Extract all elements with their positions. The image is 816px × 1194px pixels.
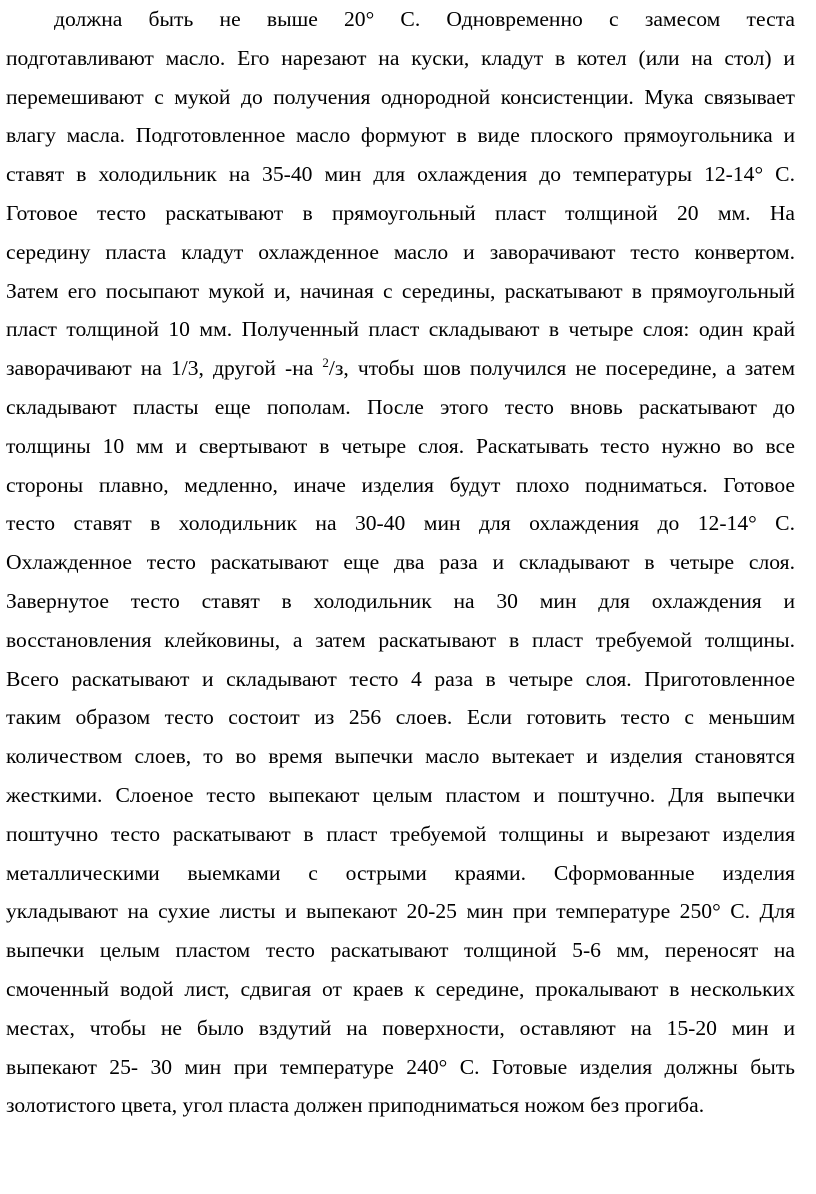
fraction-line-before: заворачивают на 1/3, другой -на — [6, 356, 323, 381]
text-line: влагу масла. Подготовленное масло формуют в виде плоского прямоугольника и — [6, 123, 795, 148]
text-line: Охлажденное тесто раскатывают еще два раза и складывают в четыре слоя. — [6, 550, 795, 575]
text-line: складывают пласты еще пополам. После этого тесто вновь раскатывают до — [6, 394, 795, 419]
text-line: местах, чтобы не было вздутий на поверхности, оставляют на 15-20 мин и — [6, 1015, 795, 1040]
text-line: Завернутое тесто ставят в холодильник на 30 мин для охлаждения и — [6, 588, 795, 613]
text-line: Затем его посыпают мукой и, начиная с середины, раскатывают в прямоугольный — [6, 278, 795, 303]
text-line: стороны плавно, медленно, иначе изделия будут плохо подниматься. Готовое — [6, 472, 795, 497]
text-line: выпекают 25- 30 мин при температуре 240° С. Готовые изделия должны быть — [6, 1054, 795, 1079]
text-line: должна быть не выше 20° С. Одновременно с замесом теста — [54, 7, 795, 31]
fraction-line-after: /з, чтобы шов получился не посередине, а затем — [328, 356, 795, 381]
text-line: количеством слоев, то во время выпечки масло вытекает и изделия становятся — [6, 744, 795, 769]
text-line: металлическими выемками с острыми краями. Сформованные изделия — [6, 860, 795, 885]
text-line: подготавливают масло. Его нарезают на куски, кладут в котел (или на стол) и — [6, 45, 795, 70]
text-line: толщины 10 мм и свертывают в четыре слоя. Раскатывать тесто нужно во все — [6, 433, 795, 458]
fraction-superscript: 2 — [322, 355, 329, 371]
text-line: смоченный водой лист, сдвигая от краев к середине, прокалывают в нескольких — [6, 976, 795, 1001]
text-line: жесткими. Слоеное тесто выпекают целым пластом и поштучно. Для выпечки — [6, 782, 795, 807]
text-line-last: золотистого цвета, угол пласта должен приподниматься ножом без прогиба. — [6, 1093, 705, 1118]
document-body — [6, 0, 795, 1125]
text-line: середину пласта кладут охлажденное масло и заворачивают тесто конвертом. — [6, 239, 795, 264]
text-line: восстановления клейковины, а затем раскатывают в пласт требуемой толщины. — [6, 627, 795, 652]
text-line: Всего раскатывают и складывают тесто 4 раза в четыре слоя. Приготовленное — [6, 666, 795, 691]
text-line: пласт толщиной 10 мм. Полученный пласт складывают в четыре слоя: один край — [6, 317, 795, 342]
text-line: Готовое тесто раскатывают в прямоугольный пласт толщиной 20 мм. На — [6, 200, 795, 225]
text-line: ставят в холодильник на 35-40 мин для охлаждения до температуры 12-14° С. — [6, 162, 795, 187]
text-line-fraction — [6, 349, 795, 388]
text-line: перемешивают с мукой до получения однородной консистенции. Мука связывает — [6, 84, 795, 109]
text-line: поштучно тесто раскатывают в пласт требуемой толщины и вырезают изделия — [6, 821, 795, 846]
text-line: выпечки целым пластом тесто раскатывают толщиной 5-6 мм, переносят на — [6, 938, 795, 963]
text-line: укладывают на сухие листы и выпекают 20-25 мин при температуре 250° С. Для — [6, 899, 795, 924]
text-line: тесто ставят в холодильник на 30-40 мин для охлаждения до 12-14° С. — [6, 511, 795, 536]
text-line: таким образом тесто состоит из 256 слоев. Если готовить тесто с меньшим — [6, 705, 795, 730]
